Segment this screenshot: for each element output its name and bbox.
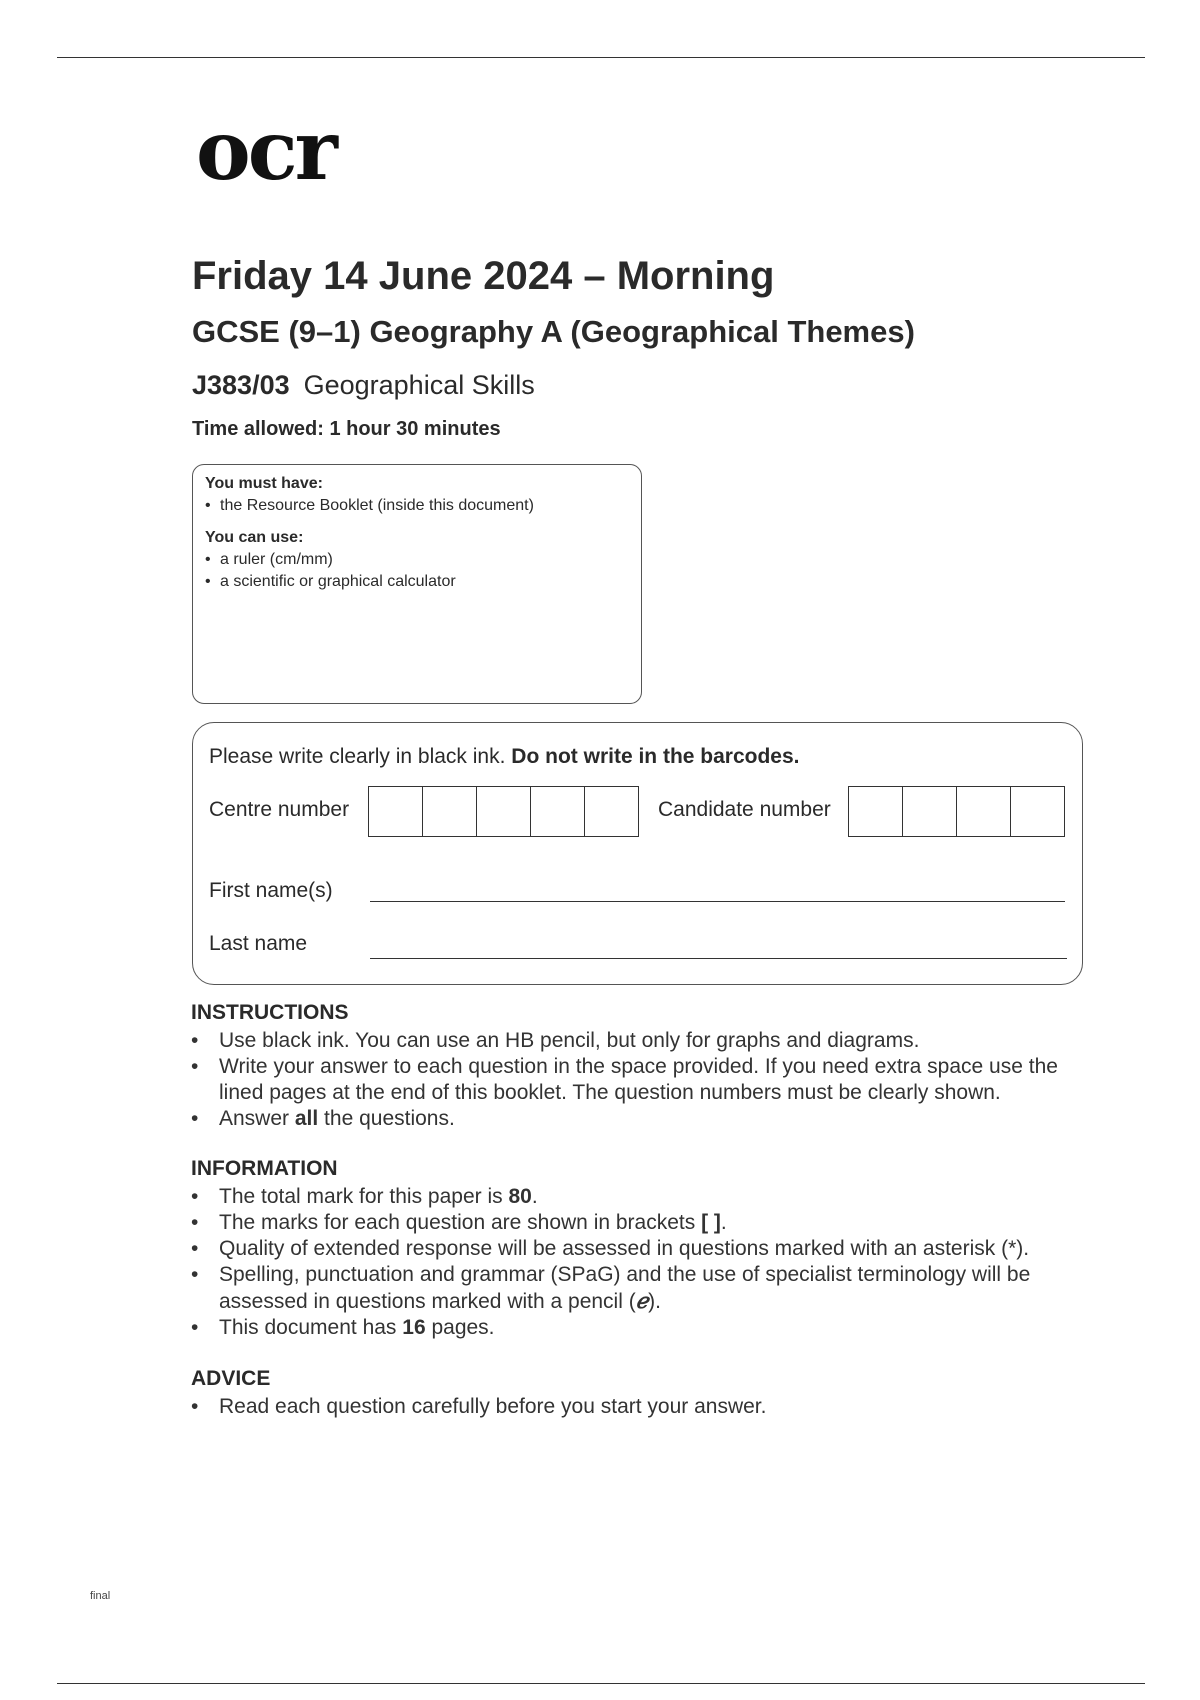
information-item: • This document has 16 pages. (191, 1315, 1091, 1341)
paper-name: Geographical Skills (303, 370, 535, 400)
instruction-item: • Use black ink. You can use an HB pencil, but only for graphs and diagrams. (191, 1028, 1091, 1054)
materials-box (192, 464, 642, 704)
centre-number-boxes[interactable] (368, 786, 639, 837)
information-item: • The marks for each question are shown in brackets [ ]. (191, 1210, 1091, 1236)
ocr-logo: ocr (196, 103, 335, 199)
candidate-digit-box[interactable] (903, 787, 957, 836)
centre-number-label: Centre number (209, 798, 350, 821)
advice-item: • Read each question carefully before you start your answer. (191, 1394, 1091, 1420)
can-use-item: • a scientific or graphical calculator (205, 571, 629, 593)
first-name-field[interactable] (370, 901, 1065, 902)
advice-heading: ADVICE (191, 1367, 271, 1390)
footer-note: final (90, 1590, 111, 1602)
paper-code: J383/03 (192, 370, 290, 400)
exam-date-title: Friday 14 June 2024 – Morning (192, 254, 775, 298)
centre-digit-box[interactable] (477, 787, 531, 836)
candidate-number-boxes[interactable] (848, 786, 1065, 837)
must-have-heading: You must have: (205, 475, 323, 492)
can-use-item: • a ruler (cm/mm) (205, 549, 629, 571)
instructions-heading: INSTRUCTIONS (191, 1001, 349, 1024)
information-item: • Quality of extended response will be assessed in questions marked with an asterisk (*). (191, 1236, 1091, 1262)
last-name-label: Last name (209, 932, 308, 955)
qualification-title: GCSE (9–1) Geography A (Geographical Themes) (192, 314, 915, 349)
candidate-digit-box[interactable] (849, 787, 903, 836)
candidate-details-box (192, 722, 1083, 985)
must-have-item: • the Resource Booklet (inside this document) (205, 495, 629, 517)
candidate-number-label: Candidate number (658, 798, 831, 821)
information-section (191, 1157, 1091, 1341)
centre-digit-box[interactable] (531, 787, 585, 836)
pencil-icon: ℯ (635, 1288, 649, 1313)
information-item: • Spelling, punctuation and grammar (SPaG) and the use of specialist terminology will be assessed in questions marked with a pencil (ℯ). (191, 1262, 1091, 1315)
first-name-label: First name(s) (209, 879, 333, 902)
centre-digit-box[interactable] (423, 787, 477, 836)
information-item: • The total mark for this paper is 80. (191, 1184, 1091, 1210)
instruction-item: • Write your answer to each question in the space provided. If you need extra space use the lined pages at the end of this booklet. The question numbers must be clearly shown. (191, 1054, 1091, 1106)
candidate-digit-box[interactable] (1011, 787, 1064, 836)
candidate-digit-box[interactable] (957, 787, 1011, 836)
advice-section (191, 1367, 1091, 1420)
paper-code-line (192, 370, 535, 401)
centre-digit-box[interactable] (585, 787, 638, 836)
bottom-rule (57, 1683, 1145, 1684)
instructions-section (191, 1001, 1091, 1132)
can-use-heading: You can use: (205, 529, 304, 546)
centre-digit-box[interactable] (369, 787, 423, 836)
ink-instruction: Please write clearly in black ink. Do not write in the barcodes. (209, 745, 800, 768)
time-allowed: Time allowed: 1 hour 30 minutes (192, 418, 501, 440)
top-rule (57, 57, 1145, 58)
instruction-item: • Answer all the questions. (191, 1106, 1091, 1132)
last-name-field[interactable] (370, 958, 1067, 959)
barcode-warning: Do not write in the barcodes. (511, 745, 800, 768)
information-heading: INFORMATION (191, 1157, 338, 1180)
